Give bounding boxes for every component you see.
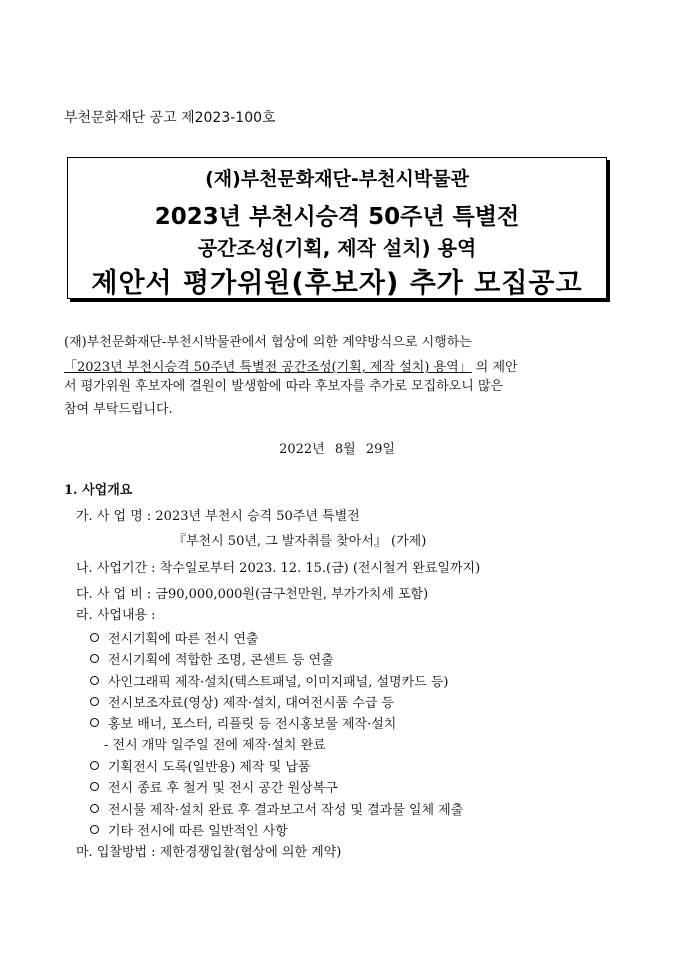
title-line-organization: (재)부천문화재단-부천시박물관 <box>205 168 469 190</box>
project-content-label: 라. 사업내용 : <box>76 608 156 623</box>
circle-bullet-icon <box>90 718 99 727</box>
circle-bullet-icon <box>90 761 99 770</box>
circle-bullet-icon <box>90 633 99 642</box>
circle-bullet-icon <box>90 654 99 663</box>
intro-line-2 <box>64 356 609 375</box>
circle-bullet-icon <box>90 697 99 706</box>
circle-bullet-icon <box>90 804 99 813</box>
intro-line-3: 서 평가위원 후보자에 결원이 발생함에 따라 후보자를 추가로 모집하오니 많은 <box>64 379 504 394</box>
project-subtitle: 『부천시 50년, 그 발자취를 찾아서』 (가제) <box>173 534 427 549</box>
circle-bullet-icon <box>90 825 99 834</box>
list-item: 사인그래픽 제작·설치(텍스트패널, 이미지패널, 설명카드 등) <box>90 671 448 690</box>
sub-note: - 전시 개막 일주일 전에 제작·설치 완료 <box>104 738 326 753</box>
notice-date: 2022년 8월 29일 <box>279 442 395 457</box>
intro-line-2-rest: 의 제안 <box>471 360 518 375</box>
project-period: 나. 사업기간 : 착수일로부터 2023. 12. 15.(금) (전시철거 완료일까지) <box>76 561 481 576</box>
list-item: 전시보조자료(영상) 제작·설치, 대여전시품 수급 등 <box>90 692 394 711</box>
circle-bullet-icon <box>90 676 99 685</box>
title-box <box>67 157 607 299</box>
circle-bullet-icon <box>90 782 99 791</box>
list-item: 기타 전시에 따른 일반적인 사항 <box>90 820 288 839</box>
title-line-recruitment: 제안서 평가위원(후보자) 추가 모집공고 <box>91 268 583 299</box>
project-cost: 다. 사 업 비 : 금90,000,000원(금구천만원, 부가가치세 포함) <box>76 587 429 602</box>
title-line-exhibition: 2023년 부천시승격 50주년 특별전 <box>154 204 520 230</box>
list-item: 홍보 배너, 포스터, 리플릿 등 전시홍보물 제작·설치 <box>90 713 396 732</box>
section-heading: 1. 사업개요 <box>64 483 133 498</box>
notice-number: 부천문화재단 공고 제2023-100호 <box>64 110 276 126</box>
bidding-method: 마. 입찰방법 : 제한경쟁입찰(협상에 의한 계약) <box>76 845 342 860</box>
project-name-value: 2023년 부천시 승격 50주년 특별전 <box>155 509 360 524</box>
list-item: 전시기획에 적합한 조명, 콘센트 등 연출 <box>90 649 334 668</box>
intro-quoted-project: 「2023년 부천시승격 50주년 특별전 공간조성(기획, 제작 설치) 용역」 <box>64 360 472 375</box>
project-name-label: 가. 사 업 명 : <box>76 509 156 524</box>
list-item: 전시물 제작·설치 완료 후 결과보고서 작성 및 결과물 일체 제출 <box>90 799 463 818</box>
intro-line-1: (재)부천문화재단-부천시박물관에서 협상에 의한 계약방식으로 시행하는 <box>64 335 472 350</box>
list-item: 기획전시 도록(일반용) 제작 및 납품 <box>90 756 311 775</box>
list-item: 전시기획에 따른 전시 연출 <box>90 628 259 647</box>
project-name-row <box>76 505 360 524</box>
intro-line-4: 참여 부탁드립니다. <box>64 402 173 417</box>
title-line-service: 공간조성(기획, 제작 설치) 용역 <box>197 236 477 260</box>
list-item: 전시 종료 후 철거 및 전시 공간 원상복구 <box>90 777 338 796</box>
